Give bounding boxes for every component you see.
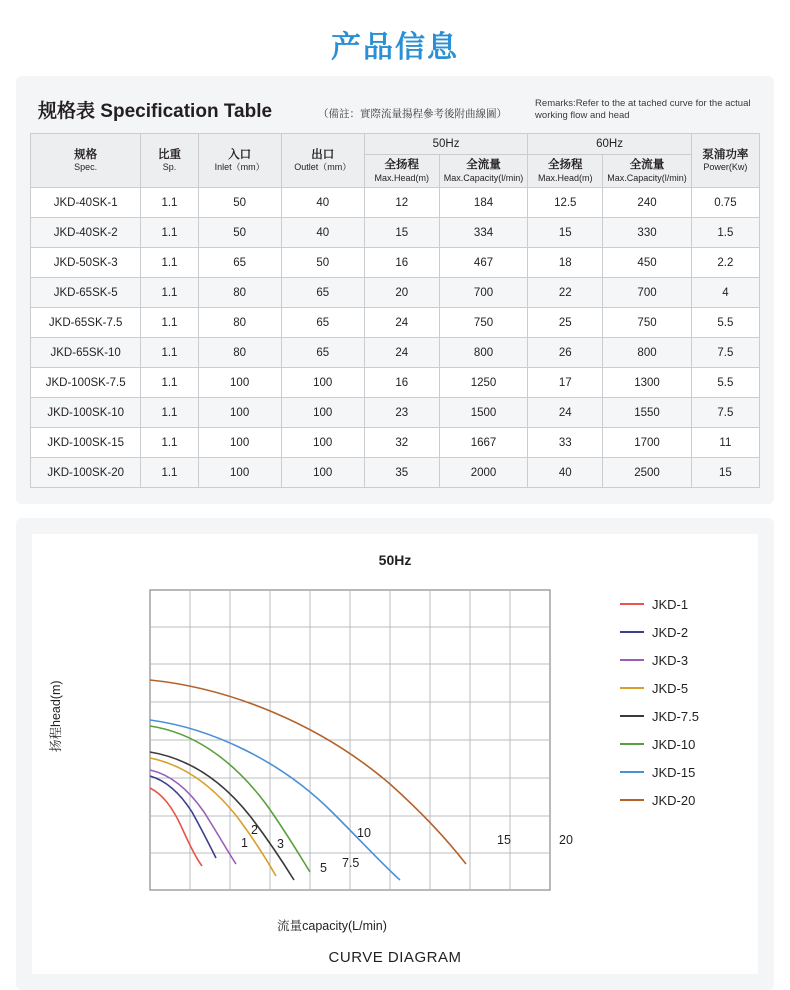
curve-label-5: 5 bbox=[320, 861, 327, 875]
cell-capacity-50: 1500 bbox=[439, 398, 528, 428]
cell-outlet: 100 bbox=[281, 458, 364, 488]
cell-head-60: 24 bbox=[528, 398, 603, 428]
cell-outlet: 100 bbox=[281, 398, 364, 428]
specification-table bbox=[30, 133, 760, 488]
col-spec: 规格 Spec. bbox=[31, 134, 141, 188]
cell-capacity-60: 330 bbox=[603, 218, 692, 248]
cell-head-60: 15 bbox=[528, 218, 603, 248]
legend-item-jkd-15 bbox=[620, 758, 740, 786]
spec-title-en: Specification Table bbox=[100, 101, 273, 122]
cell-power: 5.5 bbox=[691, 308, 759, 338]
cell-capacity-50: 750 bbox=[439, 308, 528, 338]
curve-jkd-20 bbox=[150, 680, 466, 864]
cell-power: 2.2 bbox=[691, 248, 759, 278]
cell-capacity-50: 700 bbox=[439, 278, 528, 308]
cell-inlet: 100 bbox=[198, 398, 281, 428]
cell-inlet: 100 bbox=[198, 428, 281, 458]
cell-capacity-50: 334 bbox=[439, 218, 528, 248]
cell-capacity-60: 240 bbox=[603, 188, 692, 218]
legend-item-jkd-7-5 bbox=[620, 702, 740, 730]
legend-label: JKD-20 bbox=[652, 792, 696, 808]
cell-spec: JKD-100SK-15 bbox=[31, 428, 141, 458]
cell-head-50: 35 bbox=[364, 458, 439, 488]
cell-sp: 1.1 bbox=[141, 188, 198, 218]
cell-head-50: 23 bbox=[364, 398, 439, 428]
table-row bbox=[31, 428, 760, 458]
legend-swatch-icon bbox=[620, 603, 644, 605]
cell-capacity-50: 800 bbox=[439, 338, 528, 368]
legend-swatch-icon bbox=[620, 631, 644, 633]
page-title: 产品信息 bbox=[331, 31, 459, 64]
cell-head-50: 16 bbox=[364, 368, 439, 398]
specification-table-body bbox=[31, 188, 760, 488]
legend-label: JKD-2 bbox=[652, 624, 689, 640]
curve-label-2: 2 bbox=[251, 823, 258, 837]
cell-capacity-50: 2000 bbox=[439, 458, 528, 488]
cell-sp: 1.1 bbox=[141, 398, 198, 428]
cell-head-60: 22 bbox=[528, 278, 603, 308]
cell-capacity-60: 800 bbox=[603, 338, 692, 368]
cell-outlet: 65 bbox=[281, 308, 364, 338]
col-outlet: 出口 Outlet（mm） bbox=[281, 134, 364, 188]
table-row bbox=[31, 338, 760, 368]
cell-power: 5.5 bbox=[691, 368, 759, 398]
cell-capacity-60: 2500 bbox=[603, 458, 692, 488]
cell-spec: JKD-65SK-5 bbox=[31, 278, 141, 308]
cell-capacity-60: 700 bbox=[603, 278, 692, 308]
table-row bbox=[31, 188, 760, 218]
cell-sp: 1.1 bbox=[141, 248, 198, 278]
spec-title bbox=[38, 96, 272, 123]
cell-spec: JKD-100SK-20 bbox=[31, 458, 141, 488]
cell-sp: 1.1 bbox=[141, 218, 198, 248]
specification-header bbox=[30, 90, 760, 133]
curve-jkd-15 bbox=[150, 720, 400, 880]
curve-series bbox=[150, 680, 466, 880]
table-header-row-1 bbox=[31, 134, 760, 155]
curve-label-20: 20 bbox=[559, 833, 573, 847]
legend-item-jkd-3 bbox=[620, 646, 740, 674]
col-inlet: 入口 Inlet（mm） bbox=[198, 134, 281, 188]
table-row bbox=[31, 248, 760, 278]
cell-spec: JKD-65SK-7.5 bbox=[31, 308, 141, 338]
cell-power: 11 bbox=[691, 428, 759, 458]
legend-item-jkd-2 bbox=[620, 618, 740, 646]
cell-power: 4 bbox=[691, 278, 759, 308]
cell-sp: 1.1 bbox=[141, 458, 198, 488]
cell-head-50: 24 bbox=[364, 308, 439, 338]
curve-jkd-5 bbox=[150, 758, 276, 876]
cell-spec: JKD-65SK-10 bbox=[31, 338, 141, 368]
legend-swatch-icon bbox=[620, 743, 644, 745]
cell-capacity-50: 184 bbox=[439, 188, 528, 218]
cell-sp: 1.1 bbox=[141, 278, 198, 308]
col-group-60hz: 60Hz bbox=[528, 134, 692, 155]
cell-spec: JKD-50SK-3 bbox=[31, 248, 141, 278]
col-capacity-60: 全流量 Max.Capacity(l/min) bbox=[603, 155, 692, 188]
curve-diagram-panel bbox=[16, 518, 774, 990]
cell-inlet: 65 bbox=[198, 248, 281, 278]
cell-spec: JKD-40SK-2 bbox=[31, 218, 141, 248]
curve-label-1: 1 bbox=[241, 836, 248, 850]
cell-head-60: 12.5 bbox=[528, 188, 603, 218]
cell-head-50: 20 bbox=[364, 278, 439, 308]
curve-diagram-inner bbox=[32, 534, 758, 974]
cell-capacity-50: 1667 bbox=[439, 428, 528, 458]
cell-head-50: 24 bbox=[364, 338, 439, 368]
cell-power: 15 bbox=[691, 458, 759, 488]
cell-head-60: 18 bbox=[528, 248, 603, 278]
legend-label: JKD-3 bbox=[652, 652, 689, 668]
cell-outlet: 65 bbox=[281, 338, 364, 368]
cell-outlet: 40 bbox=[281, 218, 364, 248]
cell-power: 7.5 bbox=[691, 398, 759, 428]
curve-label-3: 3 bbox=[277, 837, 284, 851]
legend-item-jkd-5 bbox=[620, 674, 740, 702]
legend-label: JKD-5 bbox=[652, 680, 689, 696]
cell-sp: 1.1 bbox=[141, 368, 198, 398]
cell-capacity-60: 450 bbox=[603, 248, 692, 278]
cell-inlet: 50 bbox=[198, 218, 281, 248]
col-head-50: 全扬程 Max.Head(m) bbox=[364, 155, 439, 188]
col-capacity-50: 全流量 Max.Capacity(l/min) bbox=[439, 155, 528, 188]
curve-plot bbox=[70, 580, 590, 950]
col-head-60: 全扬程 Max.Head(m) bbox=[528, 155, 603, 188]
cell-head-50: 16 bbox=[364, 248, 439, 278]
cell-spec: JKD-100SK-10 bbox=[31, 398, 141, 428]
chart-frequency-title: 50Hz bbox=[378, 552, 412, 568]
spec-note-en: Remarks:Refer to the at tached curve for the actual working flow and head bbox=[535, 98, 751, 122]
cell-outlet: 40 bbox=[281, 188, 364, 218]
col-sp: 比重 Sp. bbox=[141, 134, 198, 188]
cell-power: 1.5 bbox=[691, 218, 759, 248]
table-row bbox=[31, 398, 760, 428]
cell-head-60: 40 bbox=[528, 458, 603, 488]
cell-head-50: 12 bbox=[364, 188, 439, 218]
legend-label: JKD-7.5 bbox=[652, 708, 699, 724]
curve-label-7-5: 7.5 bbox=[342, 856, 360, 870]
cell-capacity-60: 1550 bbox=[603, 398, 692, 428]
chart-legend bbox=[620, 590, 740, 814]
cell-outlet: 50 bbox=[281, 248, 364, 278]
legend-swatch-icon bbox=[620, 659, 644, 661]
table-row bbox=[31, 278, 760, 308]
table-row bbox=[31, 368, 760, 398]
specification-panel bbox=[16, 76, 774, 504]
col-group-50hz: 50Hz bbox=[364, 134, 528, 155]
legend-label: JKD-10 bbox=[652, 736, 696, 752]
legend-item-jkd-1 bbox=[620, 590, 740, 618]
cell-capacity-60: 1300 bbox=[603, 368, 692, 398]
cell-sp: 1.1 bbox=[141, 428, 198, 458]
cell-spec: JKD-100SK-7.5 bbox=[31, 368, 141, 398]
cell-head-60: 25 bbox=[528, 308, 603, 338]
legend-item-jkd-10 bbox=[620, 730, 740, 758]
cell-head-60: 26 bbox=[528, 338, 603, 368]
curve-label-10: 10 bbox=[357, 826, 371, 840]
chart-x-axis-label: 流量capacity(L/min) bbox=[277, 919, 387, 933]
cell-spec: JKD-40SK-1 bbox=[31, 188, 141, 218]
cell-inlet: 100 bbox=[198, 458, 281, 488]
cell-power: 0.75 bbox=[691, 188, 759, 218]
spec-title-cn: 规格表 bbox=[38, 101, 96, 122]
table-row bbox=[31, 308, 760, 338]
cell-capacity-60: 750 bbox=[603, 308, 692, 338]
cell-power: 7.5 bbox=[691, 338, 759, 368]
cell-outlet: 65 bbox=[281, 278, 364, 308]
legend-item-jkd-20 bbox=[620, 786, 740, 814]
legend-label: JKD-1 bbox=[652, 596, 689, 612]
spec-note-cn: （備註：實際流量揚程參考後附曲線圖） bbox=[318, 108, 508, 120]
cell-inlet: 100 bbox=[198, 368, 281, 398]
cell-capacity-50: 467 bbox=[439, 248, 528, 278]
cell-outlet: 100 bbox=[281, 368, 364, 398]
legend-swatch-icon bbox=[620, 771, 644, 773]
legend-swatch-icon bbox=[620, 715, 644, 717]
cell-head-50: 32 bbox=[364, 428, 439, 458]
cell-inlet: 50 bbox=[198, 188, 281, 218]
cell-head-60: 17 bbox=[528, 368, 603, 398]
curve-label-15: 15 bbox=[497, 833, 511, 847]
table-row bbox=[31, 218, 760, 248]
legend-swatch-icon bbox=[620, 687, 644, 689]
cell-outlet: 100 bbox=[281, 428, 364, 458]
chart-caption: CURVE DIAGRAM bbox=[328, 949, 462, 966]
cell-capacity-50: 1250 bbox=[439, 368, 528, 398]
cell-inlet: 80 bbox=[198, 338, 281, 368]
cell-sp: 1.1 bbox=[141, 338, 198, 368]
cell-head-50: 15 bbox=[364, 218, 439, 248]
cell-inlet: 80 bbox=[198, 308, 281, 338]
cell-head-60: 33 bbox=[528, 428, 603, 458]
legend-swatch-icon bbox=[620, 799, 644, 801]
legend-label: JKD-15 bbox=[652, 764, 696, 780]
col-power: 泵浦功率 Power(Kw) bbox=[691, 134, 759, 188]
chart-y-axis-label: 扬程head(m) bbox=[49, 680, 63, 752]
cell-capacity-60: 1700 bbox=[603, 428, 692, 458]
cell-inlet: 80 bbox=[198, 278, 281, 308]
cell-sp: 1.1 bbox=[141, 308, 198, 338]
table-row bbox=[31, 458, 760, 488]
